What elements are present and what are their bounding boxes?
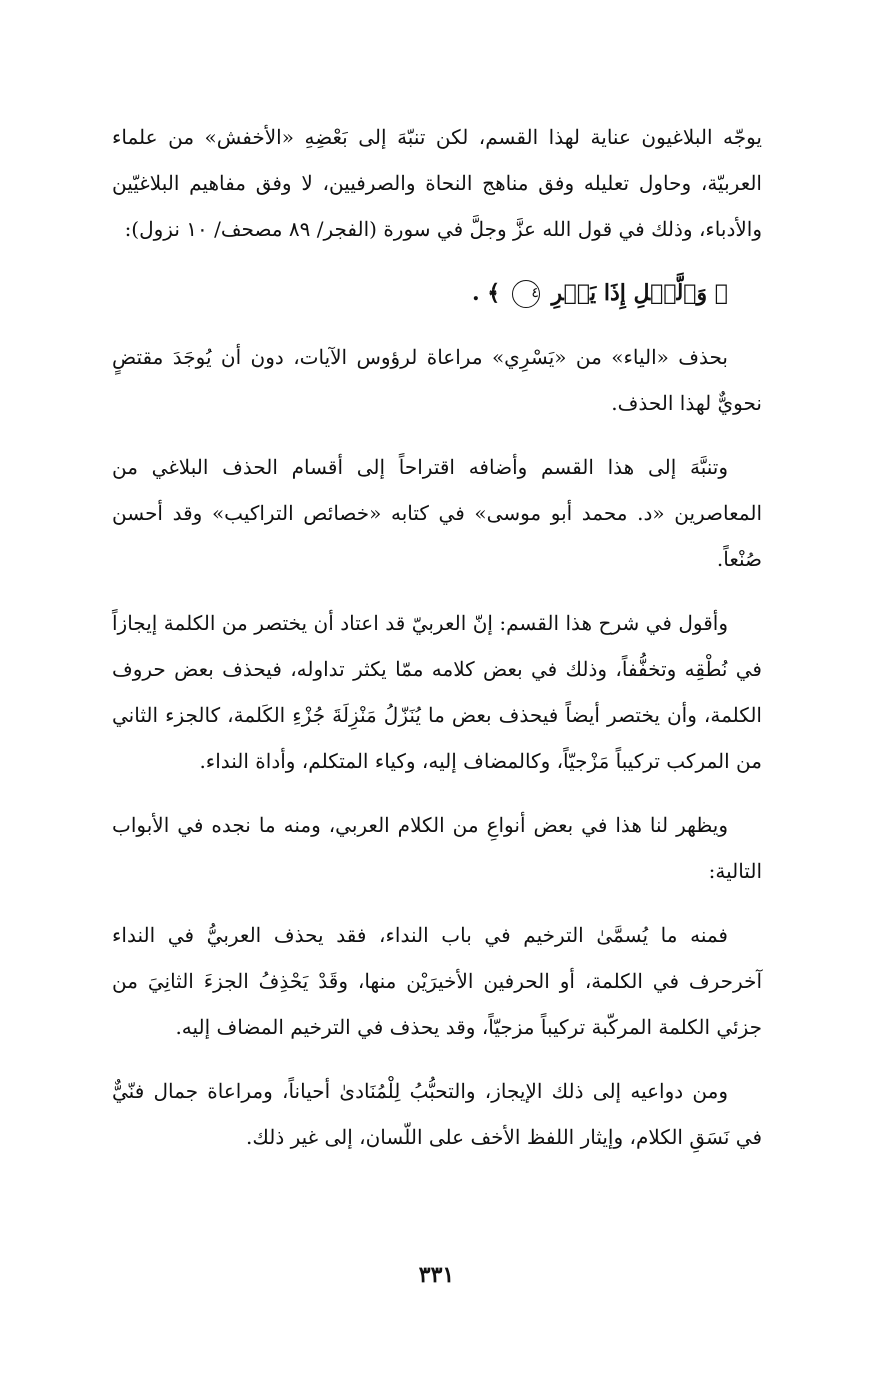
body-text [112, 114, 762, 1178]
paragraph-2: بحذف «الياء» من «يَسْرِي» مراعاة لرؤوس الآيات، دون أن يُوجَدَ مقتضٍ نحويٌّ لهذا الحذف. [112, 345, 762, 415]
paragraph-4: وأقول في شرح هذا القسم: إنّ العربيّ قد اعتاد أن يختصر من الكلمة إيجازاً في نُطْقِه وتخفُّفاً، وذلك في بعض كلامه ممّا يكثر تداوله، فيحذف بعض حروف الكلمة، وأن يختصر أيضاً فيحذف بعض ما يُنَزّلُ مَنْزِلَةَ جُزْءِ الكَلمة، كالجزء الثاني من المركب تركيباً مَزْجيّاً، وكالمضاف إليه، وكياء المتكلم، وأداة النداء. [112, 611, 762, 773]
paragraph-5: ويظهر لنا هذا في بعض أنواعِ من الكلام العربي، ومنه ما نجده في الأبواب التالية: [112, 813, 762, 883]
paragraph-6: فمنه ما يُسمَّىٰ الترخيم في باب النداء، فقد يحذف العربيُّ في النداء آخرحرف في الكلمة، أو الحرفين الأخيرَيْن منها، وقَدْ يَحْذِفُ الجزءَ الثانِيَ من جزئي الكلمة المركّبة تركيباً مزجيّاً، وقد يحذف في الترخيم المضاف إليه. [112, 923, 762, 1039]
page-number: ٣٣١ [418, 1262, 455, 1288]
paragraph-7: ومن دواعيه إلى ذلك الإيجاز، والتحبُّبُ لِلْمُنَادىٰ أحياناً، ومراعاة جمال فنّيٌّ في نَسَقِ الكلام، وإيثار اللفظ الأخف على اللّسان، إلى غير ذلك. [112, 1079, 762, 1149]
verse-trailing-punct: . [471, 280, 480, 306]
paragraph-3: وتنبَّهَ إلى هذا القسم وأضافه اقتراحاً إلى أقسام الحذف البلاغي من المعاصرين «د. محمد أبو موسى» في كتابه «خصائص التراكيب» وقد أحسن صُنْعاً. [112, 455, 762, 571]
ayah-number-marker: ٤ [512, 280, 540, 308]
verse-text: وَٱلَّيۡلِ إِذَا يَسۡرِ [551, 280, 708, 306]
verse-open-brace: ﴿ [714, 280, 728, 306]
quran-verse [112, 270, 762, 316]
verse-close-brace: ﴾ [487, 280, 501, 306]
paragraph-1: يوجّه البلاغيون عناية لهذا القسم، لكن تنبّهَ إلى بَعْضِهِ «الأخفش» من علماء العربيّة، وحاول تعليله وفق مناهج النحاة والصرفيين، لا وفق مفاهيم البلاغيّين والأدباء، وذلك في قول الله عزَّ وجلَّ في سورة (الفجر/ ٨٩ مصحف/ ١٠ نزول): [112, 125, 762, 241]
